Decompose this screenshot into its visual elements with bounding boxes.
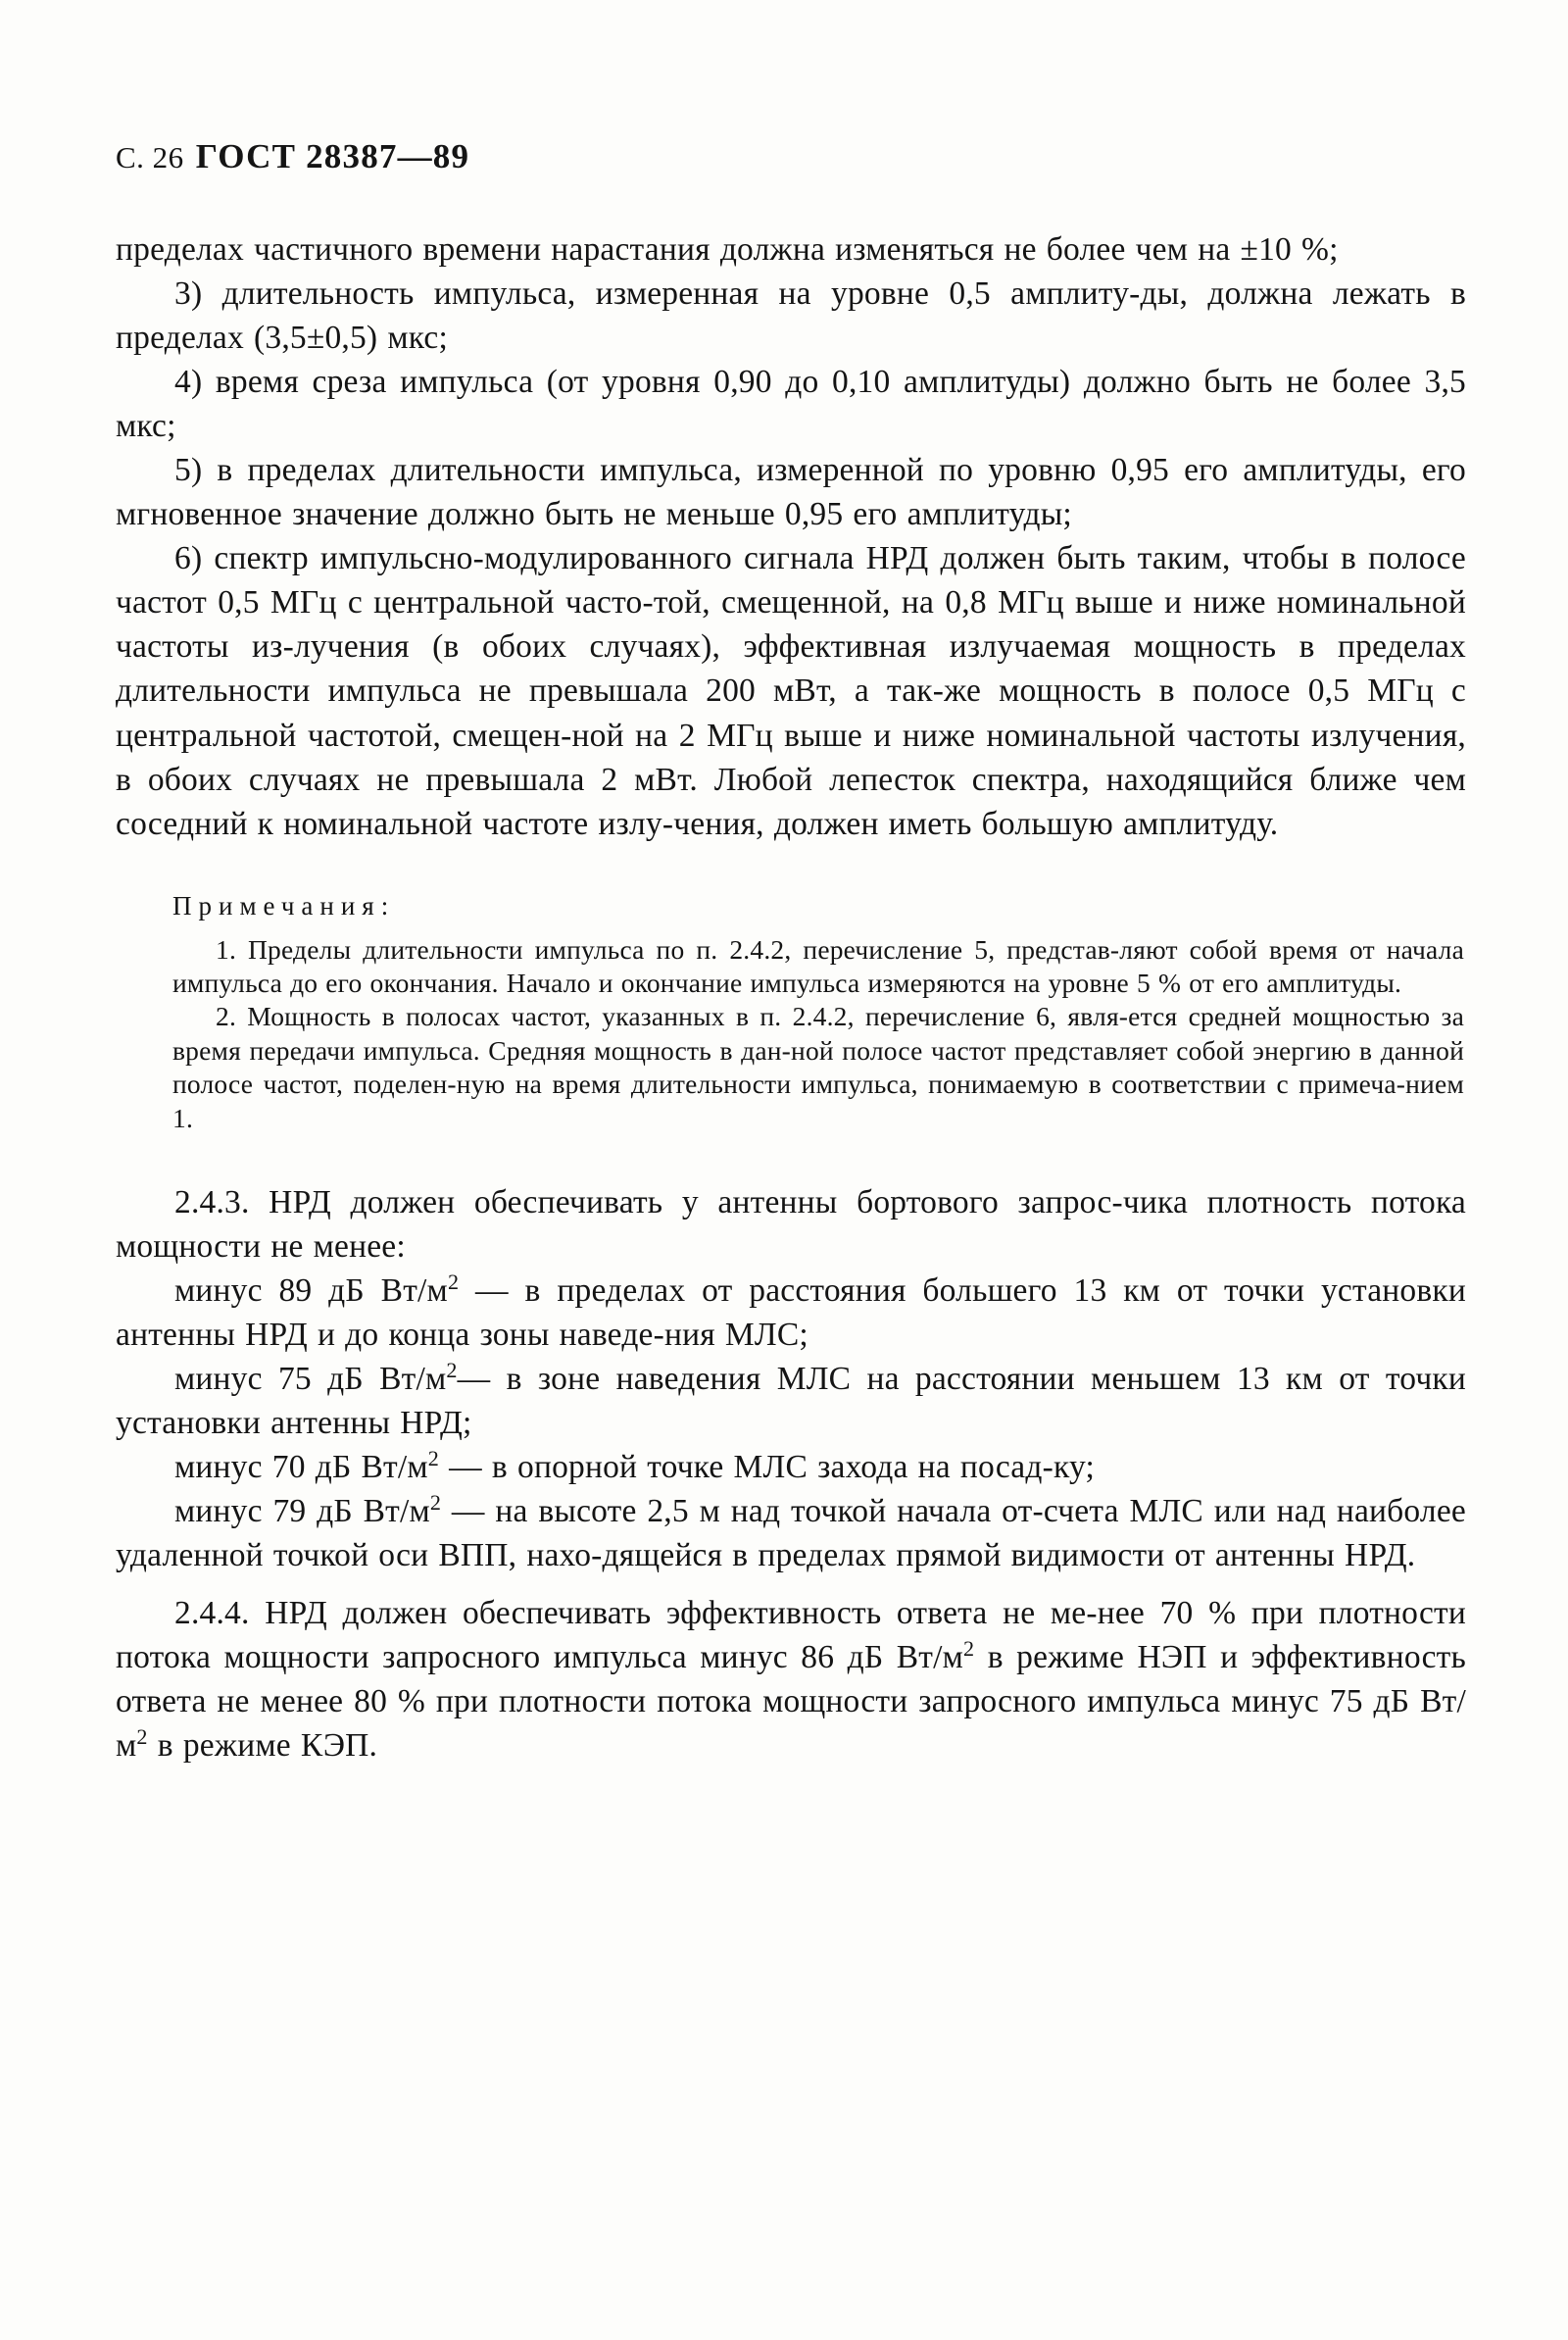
paragraph-continuation: пределах частичного времени нарастания должна изменяться не более чем на ±10 %; — [116, 231, 1339, 268]
note-item-2: 2. Мощность в полосах частот, указанных в п. 2.4.2, перечисление 6, явля-ется средней мощностью за время передачи импульса. Средняя мощность в дан-ной полосе частот представляет собой энергию в данной полосе частот, поделен-ную на время длительности импульса, понимаемую в соответствии с примеча-нием 1. — [172, 1001, 1464, 1133]
clause-2-4-3-item-4: минус 79 дБ $Вт/м^2$ — на высоте 2,5 м над точкой начала от-счета МЛС или над наиболее удаленной точкой оси ВПП, нахо-дящейся в пределах прямой видимости от антенны НРД. — [116, 1490, 1466, 1574]
standard-designation: ГОСТ 28387—89 — [195, 137, 470, 175]
clause-2-4-3-item-1: минус 89 дБ $Вт/м^2$ — в пределах от расстояния большего 13 км от точки установки антенны НРД и до конца зоны наведе-ния МЛС; — [116, 1269, 1466, 1354]
clause-2-4-3-item-2: минус 75 дБ $Вт/м^2—$ в зоне наведения МЛС на расстоянии меньшем 13 км от точки установки антенны НРД; — [116, 1357, 1466, 1442]
notes-block — [172, 891, 1464, 1135]
clause-2-4-3-lead: 2.4.3. НРД должен обеспечивать у антенны бортового запрос-чика плотность потока мощности не менее: — [116, 1183, 1466, 1265]
clause-2-4-4: 2.4.4. НРД должен обеспечивать эффективность ответа не ме-нее 70 % при плотности потока мощности запросного импульса минус 86 дБ $Вт/м^2$ в режиме НЭП и эффективность ответа не менее 80 % при плотности потока мощности запросного импульса минус 75 дБ $Вт/м^2$ в режиме КЭП. — [116, 1595, 1467, 1765]
list-item-6: 6) спектр импульсно-модулированного сигнала НРД должен быть таким, чтобы в полосе частот 0,5 МГц с центральной часто-той, смещенной, на 0,8 МГц выше и ниже номинальной частоты из-лучения (в обоих случаях), эффективная излучаемая мощность в пределах длительности импульса не превышала 200 мВт, а так-же мощность в полосе 0,5 МГц с центральной частотой, смещен-ной на 2 МГц выше и ниже номинальной частоты излучения, в обоих случаях не превышала 2 мВт. Любой лепесток спектра, находящийся ближе чем соседний к номинальной частоте излу-чения, должен иметь большую амплитуду. — [116, 540, 1466, 842]
spacer — [116, 1577, 1466, 1591]
note-item-1: 1. Пределы длительности импульса по п. 2.4.2, перечисление 5, представ-ляют собой время от начала импульса до его окончания. Начало и окончание импульса измеряются на уровне 5 % от его амплитуды. — [172, 933, 1464, 999]
list-item-5: 5) в пределах длительности импульса, измеренной по уровню 0,95 его амплитуды, его мгновенное значение должно быть не меньше 0,95 его амплитуды; — [116, 452, 1466, 533]
list-item-4: 4) время среза импульса (от уровня 0,90 до 0,10 амплитуды) должно быть не более 3,5 мкс; — [116, 364, 1466, 445]
page-header — [116, 137, 469, 176]
document-body — [116, 227, 1466, 1768]
notes-title: Примечания: — [172, 890, 396, 921]
list-item-3: 3) длительность импульса, измеренная на уровне 0,5 амплиту-ды, должна лежать в пределах (3,5±0,5) мкс; — [116, 275, 1466, 357]
clause-2-4-3-item-3: минус 70 дБ $Вт/м^2$ — в опорной точке МЛС захода на посад-ку; — [174, 1446, 1095, 1486]
page-number: С. 26 — [116, 140, 184, 174]
spacer — [116, 1135, 1466, 1180]
